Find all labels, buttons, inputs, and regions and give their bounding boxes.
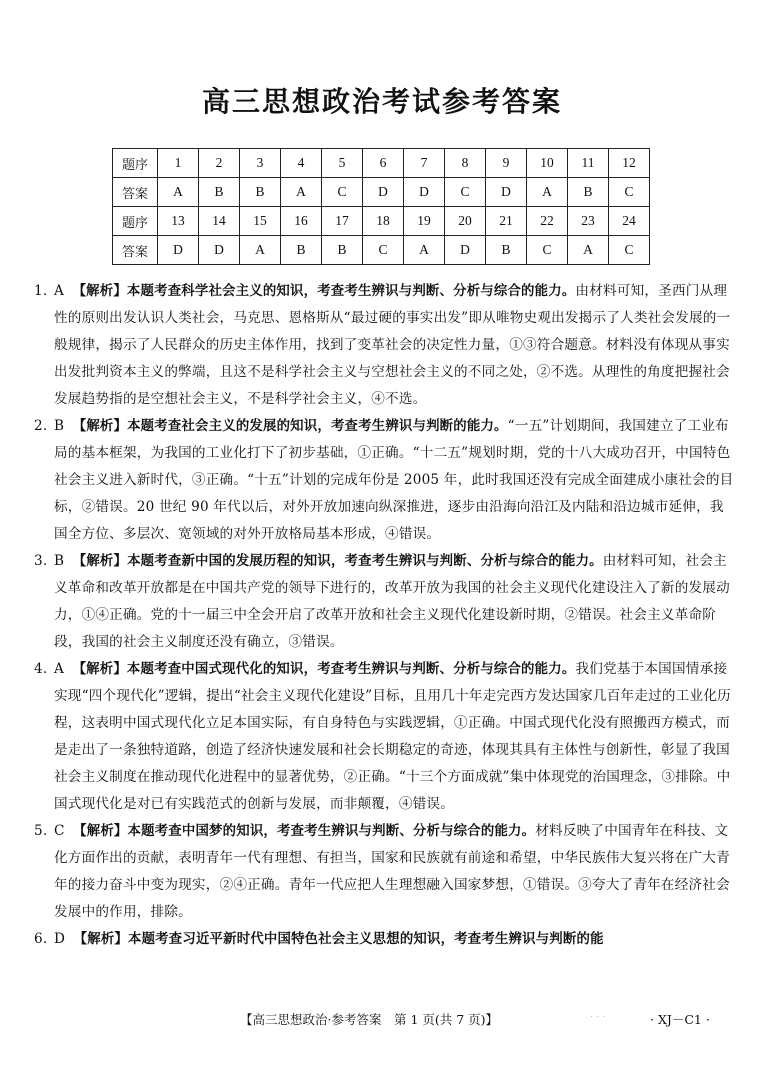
question-number: 2. (34, 418, 48, 434)
answer-table-cell: C (609, 178, 650, 207)
answer-table-cell: B (568, 178, 609, 207)
row-label: 答案 (113, 178, 158, 207)
question-answer: A (54, 661, 65, 677)
answer-table-cell: D (199, 236, 240, 265)
row-label: 题序 (113, 149, 158, 178)
question-3 (34, 548, 736, 656)
question-number: 5. (34, 823, 48, 839)
answer-table-cell: 2 (199, 149, 240, 178)
footer-page-info: 【高三思想政治·参考答案 第 1 页(共 7 页)】 (240, 1012, 499, 1027)
question-explanation: 我们党基于本国国情承接实现“四个现代化”逻辑，提出“社会主义现代化建设”目标，且用几十年走完西方发达国家几百年走过的工业化历程，这表明中国式现代化立足本国实际，有自身特色与实践逻辑，①正确。中国式现代化没有照搬西方模式，而是走出了一条独特道路，创造了经济快速发展和社会长期稳定的奇迹，体现其具有主体性与创新性，彰显了我国社会主义制度在推动现代化进程中的显著优势，②正确。“十三个方面成就”集中体现党的治国理念，③排除。中国式现代化是对已有实践范式的创新与发展，而非颠覆，④错误。 (54, 661, 731, 812)
answer-table-cell: 15 (240, 207, 281, 236)
answer-table (112, 148, 650, 265)
answer-table-cell: 10 (527, 149, 568, 178)
answer-table-cell: 22 (527, 207, 568, 236)
question-analysis-heading: 【解析】本题考查习近平新时代中国特色社会主义思想的知识，考查考生辨识与判断的能 (73, 932, 604, 947)
question-number: 3. (34, 553, 48, 569)
answer-table-cell: 17 (322, 207, 363, 236)
question-answer: D (54, 931, 66, 947)
question-explanation: 由材料可知，社会主义革命和改革开放都是在中国共产党的领导下进行的，改革开放为我国的社会主义现代化建设注入了新的发展动力，①④正确。党的十一届三中全会开启了改革开放和社会主义现代化建设新时期，②错误。社会主义革命阶段，我国的社会主义制度还没有确立，③错误。 (54, 553, 730, 650)
question-analysis-heading: 【解析】本题考查中国梦的知识，考查考生辨识与判断、分析与综合的能力。 (73, 824, 536, 839)
answer-table-cell: 19 (404, 207, 445, 236)
answer-table-cell: 18 (363, 207, 404, 236)
question-answer: B (54, 553, 65, 569)
footer-code: · XJ－C1 · (650, 1012, 710, 1027)
answer-table-cell: B (199, 178, 240, 207)
question-analysis-heading: 【解析】本题考查新中国的发展历程的知识，考查考生辨识与判断、分析与综合的能力。 (72, 554, 603, 569)
answer-table-cell: A (527, 178, 568, 207)
answer-table-cell: 6 (363, 149, 404, 178)
answer-table-cell: 4 (281, 149, 322, 178)
answer-table-cell: C (527, 236, 568, 265)
answer-table-cell: 9 (486, 149, 527, 178)
answer-table-cell: A (568, 236, 609, 265)
answer-table-cell: A (240, 236, 281, 265)
answer-table-cell: C (322, 178, 363, 207)
question-4 (34, 656, 736, 818)
answer-table-cell: B (240, 178, 281, 207)
row-label: 答案 (113, 236, 158, 265)
answer-table-cell: 12 (609, 149, 650, 178)
answer-table-cell: B (281, 236, 322, 265)
answer-table-cell: 20 (445, 207, 486, 236)
row-label: 题序 (113, 207, 158, 236)
answer-table-cell: A (158, 178, 199, 207)
answer-explanations (34, 278, 736, 953)
answer-table-cell: 14 (199, 207, 240, 236)
answer-table-cell: B (322, 236, 363, 265)
answer-table-cell: 16 (281, 207, 322, 236)
question-number: 4. (34, 661, 48, 677)
question-answer: B (54, 418, 65, 434)
question-answer: C (54, 823, 65, 839)
question-analysis-heading: 【解析】本题考查中国式现代化的知识，考查考生辨识与判断、分析与综合的能力。 (72, 662, 576, 677)
question-explanation: 材料反映了中国青年在科技、文化方面作出的贡献，表明青年一代有理想、有担当，国家和民族就有前途和希望，中华民族伟大复兴将在广大青年的接力奋斗中变为现实，②④正确。青年一代应把人生理想融入国家梦想，①错误。③夸大了青年在经济社会发展中的作用，排除。 (54, 823, 730, 920)
answer-table-cell: 8 (445, 149, 486, 178)
answer-table-row (113, 236, 650, 265)
answer-table-row (113, 207, 650, 236)
answer-table-cell: 23 (568, 207, 609, 236)
answer-table-cell: D (445, 236, 486, 265)
answer-table-cell: B (486, 236, 527, 265)
answer-table-cell: C (609, 236, 650, 265)
question-explanation: 由材料可知，圣西门从理性的原则出发认识人类社会，马克思、恩格斯从“最过硬的事实出发”即从唯物史观出发揭示了人类社会发展的一般规律，揭示了人民群众的历史主体作用，找到了变革社会的决定性力量，①③符合题意。材料没有体现从事实出发批判资本主义的弊端，且这不是科学社会主义与空想社会主义的不同之处，②不选。从理性的角度把握社会发展趋势指的是空想社会主义，不是科学社会主义，④不选。 (54, 283, 731, 407)
answer-table-cell: 7 (404, 149, 445, 178)
question-explanation: “一五”计划期间，我国建立了工业布局的基本框架，为我国的工业化打下了初步基础，①正确。“十二五”规划时期，党的十八大成功召开，中国特色社会主义进入新时代，③正确。“十五”计划的完成年份是 2005 年，此时我国还没有完成全面建成小康社会的目标，②错误。20 世纪 90 年代以后，对外开放加速向纵深推进，逐步由沿海向沿江及内陆和沿边城市延伸，我国全方位、多层次、宽领域的对外开放格局基本形成，④错误。 (54, 418, 734, 542)
answer-table-cell: A (281, 178, 322, 207)
answer-table-cell: 3 (240, 149, 281, 178)
question-number: 1. (34, 283, 48, 299)
answer-table-cell: 13 (158, 207, 199, 236)
question-number: 6. (34, 931, 48, 947)
answer-table-cell: C (445, 178, 486, 207)
question-1 (34, 278, 736, 413)
answer-table-cell: A (404, 236, 445, 265)
question-5 (34, 818, 736, 926)
answer-table-row (113, 149, 650, 178)
page-title: 高三思想政治考试参考答案 (201, 85, 562, 118)
answer-table-cell: 5 (322, 149, 363, 178)
answer-table-cell: D (486, 178, 527, 207)
question-6 (34, 926, 736, 953)
answer-table-cell: 11 (568, 149, 609, 178)
answer-table-cell: C (363, 236, 404, 265)
answer-table-cell: 24 (609, 207, 650, 236)
answer-table-cell: D (404, 178, 445, 207)
question-analysis-heading: 【解析】本题考查社会主义的发展的知识，考查考生辨识与判断的能力。 (72, 419, 508, 434)
answer-table-cell: 21 (486, 207, 527, 236)
question-answer: A (54, 283, 65, 299)
answer-table-cell: D (363, 178, 404, 207)
question-analysis-heading: 【解析】本题考查科学社会主义的知识，考查考生辨识与判断、分析与综合的能力。 (72, 284, 576, 299)
footer-dots: · · · (590, 1012, 606, 1023)
answer-table-cell: D (158, 236, 199, 265)
question-2 (34, 413, 736, 548)
answer-table-cell: 1 (158, 149, 199, 178)
answer-table-row (113, 178, 650, 207)
